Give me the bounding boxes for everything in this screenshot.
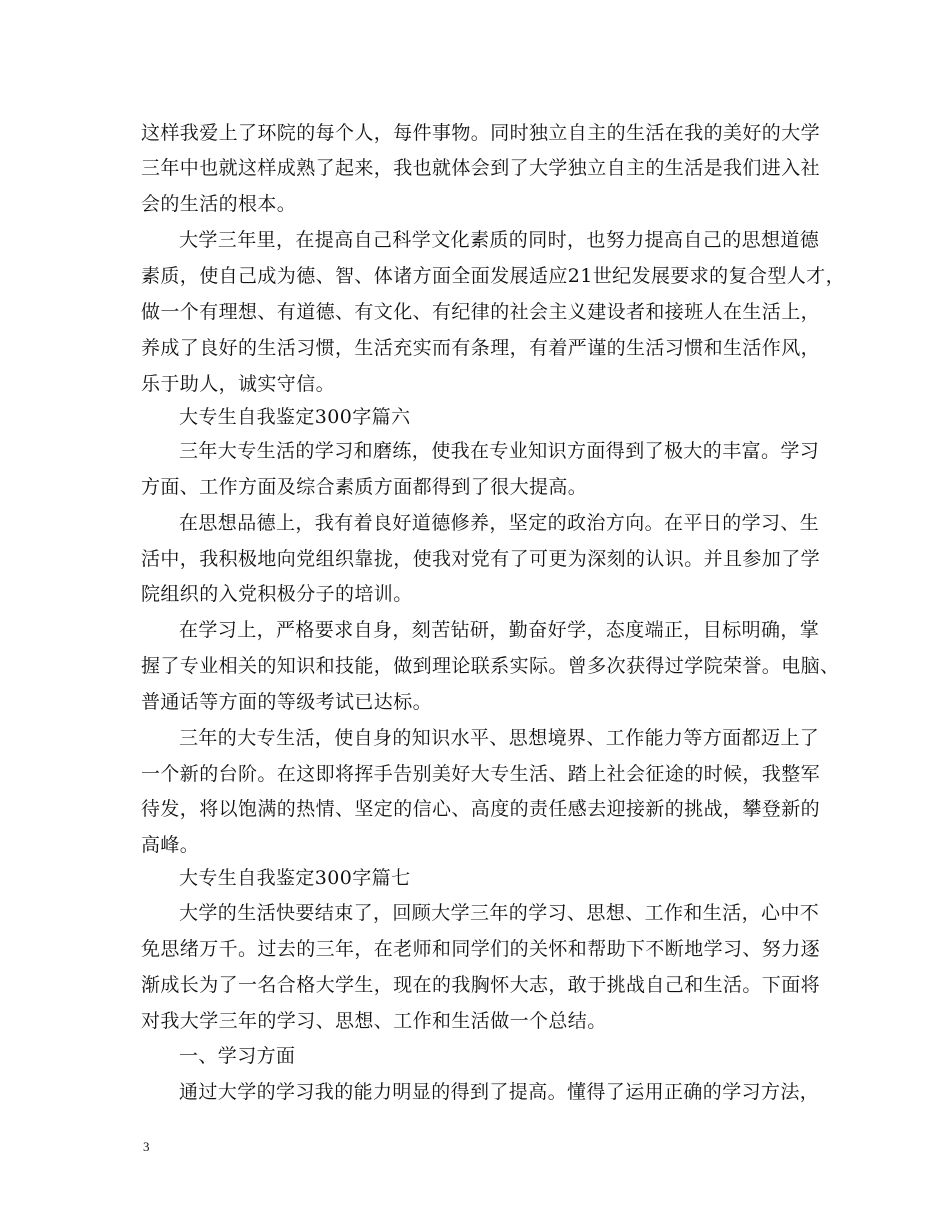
text-line: 乐于助人，诚实守信。 xyxy=(141,373,336,395)
paragraph-first-line: 大学三年里，在提高自己科学文化素质的同时，也努力提高自己的思想道德 xyxy=(179,229,820,251)
text-line: 对我大学三年的学习、思想、工作和生活做一个总结。 xyxy=(141,1010,607,1032)
paragraph-first-line: 在学习上，严格要求自身，刻苦钻研，勤奋好学，态度端正，目标明确，掌 xyxy=(179,619,820,641)
text-line: 握了专业相关的知识和技能，做到理论联系实际。曾多次获得过学院荣誉。电脑、 xyxy=(141,655,840,677)
text-line: 素质，使自己成为德、智、体诸方面全面发展适应21世纪发展要求的复合型人才， xyxy=(141,265,845,287)
subsection-heading: 一、学习方面 xyxy=(179,1045,296,1067)
text-line: 养成了良好的生活习惯，生活充实而有条理，有着严谨的生活习惯和生活作风， xyxy=(141,337,821,359)
text-line: 院组织的入党积极分子的培训。 xyxy=(141,583,413,605)
text-line: 待发，将以饱满的热情、坚定的信心、高度的责任感去迎接新的挑战，攀登新的 xyxy=(141,798,821,820)
text-line: 方面、工作方面及综合素质方面都得到了很大提高。 xyxy=(141,476,588,498)
paragraph-first-line: 三年大专生活的学习和磨练，使我在专业知识方面得到了极大的丰富。学习 xyxy=(179,440,820,462)
text-line: 做一个有理想、有道德、有文化、有纪律的社会主义建设者和接班人在生活上， xyxy=(141,301,821,323)
paragraph-first-line: 在思想品德上，我有着良好道德修养，坚定的政治方向。在平日的学习、生 xyxy=(179,512,820,534)
text-line: 会的生活的根本。 xyxy=(141,193,297,215)
text-line: 免思绪万千。过去的三年，在老师和同学们的关怀和帮助下不断地学习、努力逐 xyxy=(141,938,821,960)
text-line: 一个新的台阶。在这即将挥手告别美好大专生活、踏上社会征途的时候，我整军 xyxy=(141,763,821,785)
page-number: 3 xyxy=(143,1139,150,1154)
section-heading: 大专生自我鉴定300字篇七 xyxy=(179,867,411,889)
text-line: 活中，我积极地向党组织靠拢，使我对党有了可更为深刻的认识。并且参加了学 xyxy=(141,548,821,570)
text-line: 三年中也就这样成熟了起来，我也就体会到了大学独立自主的生活是我们进入社 xyxy=(141,157,821,179)
paragraph-first-line: 三年的大专生活，使自身的知识水平、思想境界、工作能力等方面都迈上了 xyxy=(179,727,820,749)
text-line: 这样我爱上了环院的每个人，每件事物。同时独立自主的生活在我的美好的大学 xyxy=(141,122,821,144)
paragraph-first-line: 大学的生活快要结束了，回顾大学三年的学习、思想、工作和生活，心中不 xyxy=(179,902,820,924)
text-line: 高峰。 xyxy=(141,834,200,856)
paragraph-first-line: 通过大学的学习我的能力明显的得到了提高。懂得了运用正确的学习方法， xyxy=(179,1081,820,1103)
section-heading: 大专生自我鉴定300字篇六 xyxy=(179,406,411,428)
text-line: 普通话等方面的等级考试已达标。 xyxy=(141,691,433,713)
text-line: 渐成长为了一名合格大学生，现在的我胸怀大志，敢于挑战自己和生活。下面将 xyxy=(141,974,821,996)
